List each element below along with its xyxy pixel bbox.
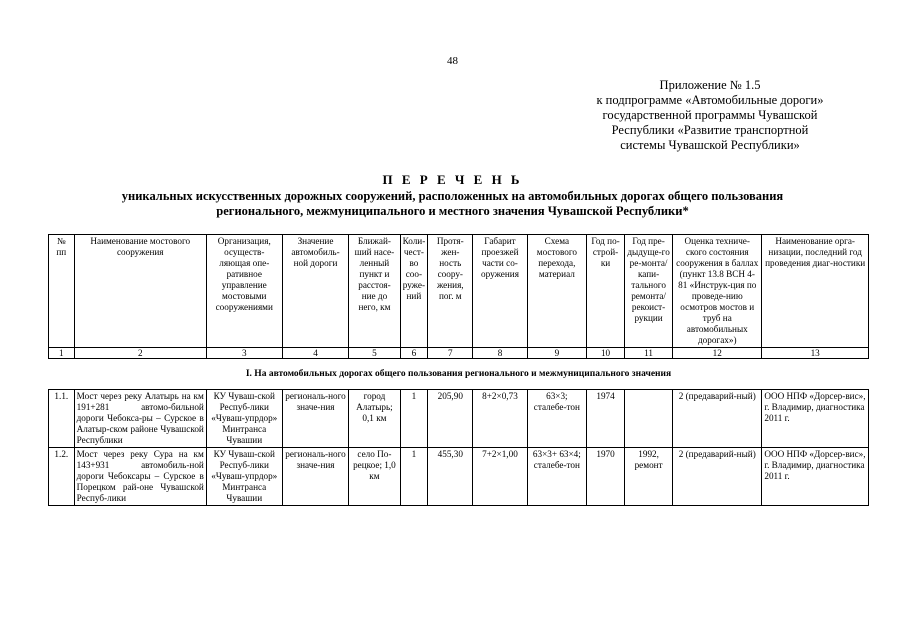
table-row — [49, 390, 869, 448]
structure-name: Мост через реку Сура на км 143+931 автомобиль-ной дороги Чебоксары – Сурское в Порецком рай-оне Чувашской Респуб-лики — [74, 448, 206, 506]
header-cell: Значение автомобиль-ной дороги — [282, 235, 349, 348]
document-title — [60, 172, 845, 219]
title-main: П Е Р Е Ч Е Н Ь — [382, 172, 523, 187]
page-number: 48 — [447, 55, 458, 67]
nearest-settlement: город Алатырь; 0,1 км — [349, 390, 400, 448]
structure-length: 205,90 — [428, 390, 473, 448]
appendix-line: Приложение № 1.5 — [659, 78, 761, 92]
road-significance: региональ-ного значе-ния — [282, 448, 349, 506]
appendix-line: к подпрограмме «Автомобильные дороги» — [596, 93, 824, 107]
year-repair: 1992, ремонт — [625, 448, 673, 506]
structure-name: Мост через реку Алатырь на км 191+281 автомо-бильной дороги Чебокса-ры – Сурское в Алатыр-ском районе Чувашской Республики — [74, 390, 206, 448]
condition-rating: 2 (предаварий-ный) — [673, 390, 762, 448]
structure-length: 455,30 — [428, 448, 473, 506]
header-cell: Коли-чест-во соо-руже-ний — [400, 235, 428, 348]
nearest-settlement: село По-рецкое; 1,0 км — [349, 448, 400, 506]
year-built: 1974 — [587, 390, 625, 448]
section-title: I. На автомобильных дорогах общего пользования регионального и межмуниципального значения — [49, 359, 869, 390]
year-repair — [625, 390, 673, 448]
roadway-gabarit: 8+2×0,73 — [473, 390, 527, 448]
column-number: 7 — [428, 348, 473, 359]
column-number: 5 — [349, 348, 400, 359]
column-number: 10 — [587, 348, 625, 359]
year-built: 1970 — [587, 448, 625, 506]
road-significance: региональ-ного значе-ния — [282, 390, 349, 448]
structures-table — [48, 234, 869, 506]
column-number: 8 — [473, 348, 527, 359]
appendix-note — [560, 78, 860, 153]
condition-rating: 2 (предаварий-ный) — [673, 448, 762, 506]
section-row — [49, 359, 869, 390]
table-header-row — [49, 235, 869, 348]
column-number: 11 — [625, 348, 673, 359]
header-cell: Наименование орга-низации, последний год проведения диаг-ностики — [762, 235, 869, 348]
column-number: 12 — [673, 348, 762, 359]
title-line-2: регионального, межмуниципального и местного значения Чувашской Республики* — [216, 204, 689, 218]
table-row — [49, 448, 869, 506]
operator-org: КУ Чуваш-ской Респуб-лики «Чуваш-упрдор» Минтранса Чувашии — [206, 390, 282, 448]
header-cell: № пп — [49, 235, 75, 348]
appendix-line: Республики «Развитие транспортной — [611, 123, 809, 137]
column-number: 3 — [206, 348, 282, 359]
structure-count: 1 — [400, 448, 428, 506]
roadway-gabarit: 7+2×1,00 — [473, 448, 527, 506]
column-number: 13 — [762, 348, 869, 359]
diagnostics-org: ООО НПФ «Дорсер-вис», г. Владимир, диагностика 2011 г. — [762, 390, 869, 448]
header-cell: Ближай-ший насе-ленный пункт и расстоя-ние до него, км — [349, 235, 400, 348]
row-number: 1.2. — [49, 448, 75, 506]
header-cell: Оценка техниче-ского состояния сооружения в баллах (пункт 13.8 ВСН 4-81 «Инструк-ция по проведе-нию осмотров мостов и труб на автомобильных дорогах») — [673, 235, 762, 348]
header-cell: Год по-строй-ки — [587, 235, 625, 348]
column-number: 2 — [74, 348, 206, 359]
bridge-scheme: 63×3+ 63×4; сталебе-тон — [527, 448, 586, 506]
structure-count: 1 — [400, 390, 428, 448]
header-cell: Год пре-дыдуще-го ре-монта/ капи-тального ремонта/ рекоист-рукции — [625, 235, 673, 348]
column-number: 6 — [400, 348, 428, 359]
bridge-scheme: 63×3; сталебе-тон — [527, 390, 586, 448]
row-number: 1.1. — [49, 390, 75, 448]
title-line-1: уникальных искусственных дорожных сооружений, расположенных на автомобильных дорогах общего пользования — [121, 189, 784, 203]
header-cell: Наименование мостового сооружения — [74, 235, 206, 348]
column-number: 4 — [282, 348, 349, 359]
column-number: 9 — [527, 348, 586, 359]
header-cell: Протя-жен-ность соору-жения, пог. м — [428, 235, 473, 348]
header-cell: Организация, осуществ-ляющая опе-ративное управление мостовыми сооружениями — [206, 235, 282, 348]
column-numbers-row — [49, 348, 869, 359]
header-cell: Габарит проезжей части со-оружения — [473, 235, 527, 348]
appendix-line: государственной программы Чувашской — [602, 108, 818, 122]
column-number: 1 — [49, 348, 75, 359]
header-cell: Схема мостового перехода, материал — [527, 235, 586, 348]
operator-org: КУ Чуваш-ской Респуб-лики «Чуваш-упрдор» Минтранса Чувашии — [206, 448, 282, 506]
appendix-line: системы Чувашской Республики» — [620, 138, 800, 152]
diagnostics-org: ООО НПФ «Дорсер-вис», г. Владимир, диагностика 2011 г. — [762, 448, 869, 506]
